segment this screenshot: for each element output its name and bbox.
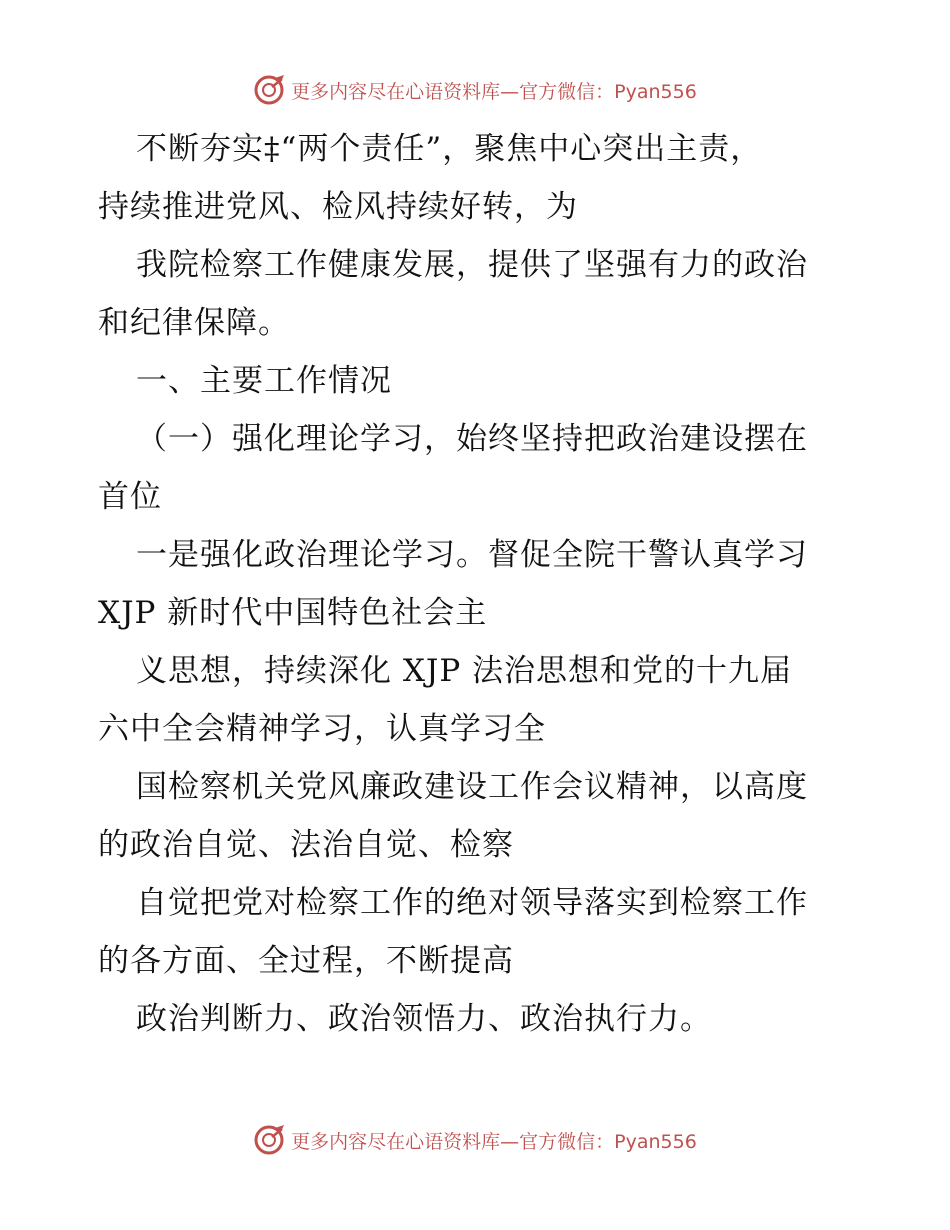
text-line: 自觉把党对检察工作的绝对领导落实到检察工作 xyxy=(136,885,808,921)
text-line: 的各方面、全过程，不断提高 xyxy=(98,943,514,979)
watermark-text: 更多内容尽在心语资料库—官方微信：Pyan556 xyxy=(291,1130,697,1153)
text-line: 的政治自觉、法治自觉、检察 xyxy=(98,827,514,863)
text-line: （一）强化理论学习，始终坚持把政治建设摆在 xyxy=(136,421,808,457)
text-line: 不断夯实‡“两个责任”，聚焦中心突出主责， xyxy=(136,131,763,167)
red-seal-logo-icon xyxy=(253,1124,287,1156)
text-line: 义思想，持续深化 XJP 法治思想和党的十九届 xyxy=(136,653,793,689)
header-watermark xyxy=(0,74,950,106)
text-line: 首位 xyxy=(98,479,162,515)
text-line: 政治判断力、政治领悟力、政治执行力。 xyxy=(136,1001,712,1037)
text-line: 我院检察工作健康发展，提供了坚强有力的政治 xyxy=(136,247,808,283)
text-line: 一是强化政治理论学习。督促全院干警认真学习 xyxy=(136,537,808,573)
text-line: 一、主要工作情况 xyxy=(136,363,392,399)
text-line: XJP 新时代中国特色社会主 xyxy=(98,595,488,631)
text-line: 持续推进党风、检风持续好转，为 xyxy=(98,189,578,225)
text-line: 国检察机关党风廉政建设工作会议精神，以高度 xyxy=(136,769,808,805)
red-seal-logo-icon xyxy=(253,74,287,106)
footer-watermark xyxy=(0,1124,950,1156)
watermark-text: 更多内容尽在心语资料库—官方微信：Pyan556 xyxy=(291,80,697,103)
text-line: 和纪律保障。 xyxy=(98,305,290,341)
text-line: 六中全会精神学习，认真学习全 xyxy=(98,711,546,747)
document-body xyxy=(98,120,858,1048)
